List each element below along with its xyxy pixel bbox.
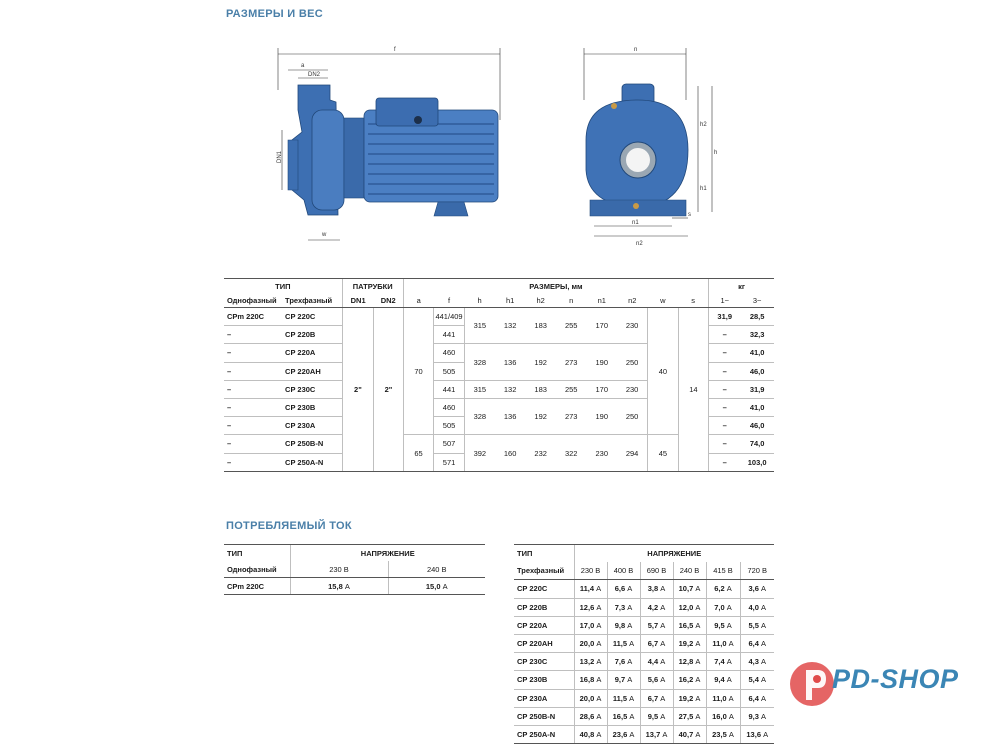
cell-model: CP 230C: [514, 653, 574, 671]
cell-current: 19,2 А: [673, 634, 706, 652]
dim-label-f: f: [394, 47, 396, 53]
cell-f: 571: [434, 453, 465, 471]
header-three-phase: Трехфазный: [514, 562, 574, 580]
subheader-w: w: [648, 293, 679, 308]
table-row: [514, 671, 774, 689]
header-type: ТИП: [224, 545, 290, 562]
subheader-n1: n1: [587, 293, 618, 308]
cell-current: 19,2 А: [673, 689, 706, 707]
cell-single: –: [224, 326, 282, 344]
cell-h2: 192: [525, 398, 556, 434]
cell-f: 441/409: [434, 308, 465, 326]
cell-current: 12,6 А: [574, 598, 607, 616]
header-ports: ПАТРУБКИ: [342, 279, 403, 294]
header-voltage: НАПРЯЖЕНИЕ: [574, 545, 774, 563]
cell-h2: 183: [525, 380, 556, 398]
cell-h1: 160: [495, 435, 526, 471]
cell-current: 9,5 А: [640, 707, 673, 725]
volt-col: 240 В: [673, 562, 706, 580]
cell-current: 11,5 А: [607, 689, 640, 707]
cell-model: CP 250B-N: [514, 707, 574, 725]
cell-current: 6,2 А: [706, 580, 740, 598]
cell-kg3: 41,0: [740, 344, 774, 362]
dim-label-h: h: [714, 150, 718, 156]
header-voltage: НАПРЯЖЕНИЕ: [290, 545, 485, 562]
volt-240: 240 В: [388, 561, 485, 578]
cell-single: –: [224, 344, 282, 362]
cell-n1: 170: [587, 308, 618, 344]
table-row: [514, 689, 774, 707]
cell-dn1: 2": [342, 308, 374, 472]
cell-f: 441: [434, 380, 465, 398]
subheader-h1: h1: [495, 293, 526, 308]
cell-model: CPm 220C: [224, 578, 290, 595]
cell-h1: 136: [495, 398, 526, 434]
table-row: [224, 308, 774, 326]
cell-model: CP 250A-N: [514, 725, 574, 743]
cell-current: 7,4 А: [706, 653, 740, 671]
cell-a: 65: [403, 435, 434, 471]
cell-three: CP 250B-N: [282, 435, 342, 453]
cell-h2: 183: [525, 308, 556, 344]
cell-single: –: [224, 398, 282, 416]
cell-h: 328: [464, 344, 495, 380]
cell-current: 4,0 А: [740, 598, 774, 616]
cell-n: 273: [556, 344, 587, 380]
cell-single: –: [224, 453, 282, 471]
dim-label-h2: h2: [700, 122, 707, 128]
subheader-n: n: [556, 293, 587, 308]
dimensions-table: [224, 278, 774, 472]
cell-current: 4,4 А: [640, 653, 673, 671]
cell-three: CP 230A: [282, 417, 342, 435]
dim-label-a: a: [301, 63, 305, 69]
cell-current: 5,6 А: [640, 671, 673, 689]
cell-current: 7,3 А: [607, 598, 640, 616]
cell-model: CP 220AH: [514, 634, 574, 652]
cell-n: 255: [556, 308, 587, 344]
cell-model: CP 220B: [514, 598, 574, 616]
header-weight: кг: [709, 279, 774, 294]
dim-label-n2: n2: [636, 241, 643, 247]
cell-h: 328: [464, 398, 495, 434]
cell-current: 6,7 А: [640, 689, 673, 707]
cell-current: 20,0 А: [574, 689, 607, 707]
subheader-single-phase: Однофазный: [224, 293, 282, 308]
cell-model: CP 230B: [514, 671, 574, 689]
current-three-phase-table: [514, 544, 774, 744]
cell-kg1: –: [709, 417, 741, 435]
header-single-phase: Однофазный: [224, 561, 290, 578]
cell-single: –: [224, 435, 282, 453]
cell-n: 255: [556, 380, 587, 398]
cell-n: 322: [556, 435, 587, 471]
volt-col: 400 В: [607, 562, 640, 580]
cell-kg3: 103,0: [740, 453, 774, 471]
cell-n1: 190: [587, 398, 618, 434]
cell-h2: 232: [525, 435, 556, 471]
subheader-kg-1: 1~: [709, 293, 741, 308]
cell-n1: 230: [587, 435, 618, 471]
table-row: [224, 578, 485, 595]
cell-model: CP 220A: [514, 616, 574, 634]
cell-current: 9,3 А: [740, 707, 774, 725]
table-row: [514, 725, 774, 743]
cell-current: 40,8 А: [574, 725, 607, 743]
cell-three: CP 250A-N: [282, 453, 342, 471]
cell-kg3: 46,0: [740, 362, 774, 380]
cell-h: 315: [464, 380, 495, 398]
cell-w: 45: [648, 435, 679, 471]
dim-label-n: n: [634, 47, 638, 53]
cell-kg3: 74,0: [740, 435, 774, 453]
cell-f: 507: [434, 435, 465, 453]
header-sizes: РАЗМЕРЫ, мм: [403, 279, 708, 294]
cell-h: 315: [464, 308, 495, 344]
cell-current: 9,7 А: [607, 671, 640, 689]
cell-n2: 250: [617, 398, 648, 434]
cell-current: 15,0 А: [388, 578, 485, 595]
cell-current: 23,5 А: [706, 725, 740, 743]
dim-label-n1: n1: [632, 220, 639, 226]
cell-n1: 190: [587, 344, 618, 380]
cell-current: 11,0 А: [706, 634, 740, 652]
header-type: ТИП: [224, 279, 342, 294]
table-row: [514, 616, 774, 634]
volt-col: 720 В: [740, 562, 774, 580]
cell-current: 5,5 А: [740, 616, 774, 634]
cell-current: 16,0 А: [706, 707, 740, 725]
cell-current: 3,6 А: [740, 580, 774, 598]
cell-dn2: 2": [374, 308, 404, 472]
cell-three: CP 220AH: [282, 362, 342, 380]
cell-h1: 132: [495, 308, 526, 344]
cell-current: 17,0 А: [574, 616, 607, 634]
header-type: ТИП: [514, 545, 574, 563]
cell-kg1: –: [709, 453, 741, 471]
dim-label-h1: h1: [700, 186, 707, 192]
cell-single: –: [224, 380, 282, 398]
cell-current: 5,7 А: [640, 616, 673, 634]
cell-three: CP 230B: [282, 398, 342, 416]
cell-current: 4,2 А: [640, 598, 673, 616]
cell-h: 392: [464, 435, 495, 471]
cell-current: 6,4 А: [740, 689, 774, 707]
cell-three: CP 220A: [282, 344, 342, 362]
cell-kg3: 31,9: [740, 380, 774, 398]
cell-kg3: 32,3: [740, 326, 774, 344]
table-row: [514, 634, 774, 652]
cell-f: 460: [434, 398, 465, 416]
dim-label-dn1: DN1: [277, 150, 283, 163]
subheader-h: h: [464, 293, 495, 308]
cell-kg1: –: [709, 362, 741, 380]
cell-current: 23,6 А: [607, 725, 640, 743]
cell-kg3: 41,0: [740, 398, 774, 416]
cell-current: 11,5 А: [607, 634, 640, 652]
cell-current: 11,0 А: [706, 689, 740, 707]
current-single-phase-table: [224, 544, 485, 595]
cell-current: 6,6 А: [607, 580, 640, 598]
subheader-h2: h2: [525, 293, 556, 308]
cell-kg1: –: [709, 344, 741, 362]
cell-current: 16,2 А: [673, 671, 706, 689]
dim-label-s: s: [688, 212, 691, 218]
subheader-s: s: [678, 293, 709, 308]
cell-three: CP 220B: [282, 326, 342, 344]
cell-kg3: 28,5: [740, 308, 774, 326]
cell-n2: 230: [617, 380, 648, 398]
cell-current: 16,5 А: [607, 707, 640, 725]
cell-current: 12,8 А: [673, 653, 706, 671]
cell-current: 10,7 А: [673, 580, 706, 598]
section-title-current: ПОТРЕБЛЯЕМЫЙ ТОК: [226, 520, 352, 532]
cell-n1: 170: [587, 380, 618, 398]
pump-front-view-drawing: [576, 40, 726, 252]
cell-current: 9,8 А: [607, 616, 640, 634]
cell-current: 6,4 А: [740, 634, 774, 652]
subheader-kg-3: 3~: [740, 293, 774, 308]
cell-current: 28,6 А: [574, 707, 607, 725]
cell-current: 16,8 А: [574, 671, 607, 689]
subheader-dn1: DN1: [342, 293, 374, 308]
cell-current: 12,0 А: [673, 598, 706, 616]
cell-current: 13,6 А: [740, 725, 774, 743]
subheader-f: f: [434, 293, 465, 308]
cell-f: 505: [434, 417, 465, 435]
volt-col: 415 В: [706, 562, 740, 580]
cell-current: 20,0 А: [574, 634, 607, 652]
logo-text: PD-SHOP: [832, 664, 959, 694]
cell-n2: 230: [617, 308, 648, 344]
cell-current: 4,3 А: [740, 653, 774, 671]
cell-current: 16,5 А: [673, 616, 706, 634]
cell-h1: 136: [495, 344, 526, 380]
cell-s: 14: [678, 308, 709, 472]
cell-single: CPm 220C: [224, 308, 282, 326]
volt-col: 230 В: [574, 562, 607, 580]
subheader-a: a: [403, 293, 434, 308]
cell-current: 13,2 А: [574, 653, 607, 671]
table-row: [514, 598, 774, 616]
cell-current: 3,8 А: [640, 580, 673, 598]
table-row: [514, 653, 774, 671]
cell-f: 505: [434, 362, 465, 380]
cell-n: 273: [556, 398, 587, 434]
cell-h2: 192: [525, 344, 556, 380]
cell-model: CP 220C: [514, 580, 574, 598]
cell-single: –: [224, 417, 282, 435]
cell-current: 9,5 А: [706, 616, 740, 634]
cell-kg1: –: [709, 398, 741, 416]
cell-current: 6,7 А: [640, 634, 673, 652]
cell-model: CP 230A: [514, 689, 574, 707]
cell-kg3: 46,0: [740, 417, 774, 435]
cell-a: 70: [403, 308, 434, 435]
cell-current: 7,6 А: [607, 653, 640, 671]
cell-f: 460: [434, 344, 465, 362]
cell-n2: 294: [617, 435, 648, 471]
cell-current: 7,0 А: [706, 598, 740, 616]
subheader-dn2: DN2: [374, 293, 404, 308]
cell-single: –: [224, 362, 282, 380]
table-row: [514, 580, 774, 598]
cell-kg1: 31,9: [709, 308, 741, 326]
cell-three: CP 220C: [282, 308, 342, 326]
subheader-three-phase: Трехфазный: [282, 293, 342, 308]
cell-three: CP 230C: [282, 380, 342, 398]
pump-side-view-drawing: [268, 40, 518, 250]
cell-n2: 250: [617, 344, 648, 380]
cell-kg1: –: [709, 380, 741, 398]
volt-col: 690 В: [640, 562, 673, 580]
table-row: [514, 707, 774, 725]
cell-current: 9,4 А: [706, 671, 740, 689]
cell-current: 11,4 А: [574, 580, 607, 598]
dim-label-w: w: [322, 232, 327, 238]
cell-current: 27,5 А: [673, 707, 706, 725]
cell-current: 13,7 А: [640, 725, 673, 743]
cell-current: 40,7 А: [673, 725, 706, 743]
cell-w: 40: [648, 308, 679, 435]
section-title-dimensions: РАЗМЕРЫ И ВЕС: [226, 8, 323, 20]
subheader-n2: n2: [617, 293, 648, 308]
cell-current: 5,4 А: [740, 671, 774, 689]
volt-230: 230 В: [290, 561, 388, 578]
cell-f: 441: [434, 326, 465, 344]
cell-h1: 132: [495, 380, 526, 398]
cell-current: 15,8 А: [290, 578, 388, 595]
dim-label-dn2: DN2: [308, 72, 321, 78]
cell-kg1: –: [709, 326, 741, 344]
cell-kg1: –: [709, 435, 741, 453]
